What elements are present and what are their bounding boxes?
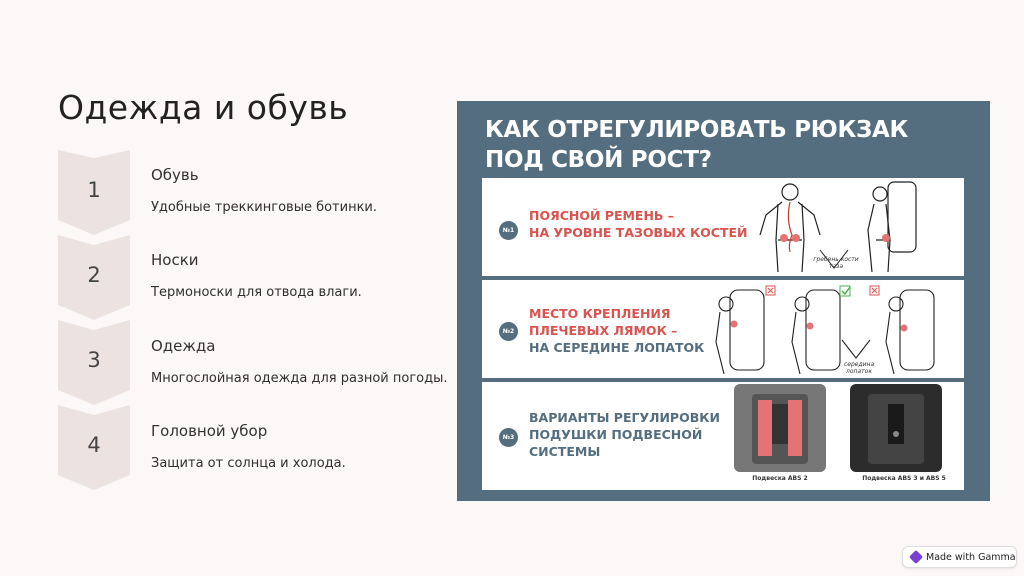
step-number: 4: [87, 433, 101, 457]
item-text-shoes: Удобные треккинговые ботинки.: [151, 200, 378, 215]
step-number: 2: [87, 263, 101, 287]
row-separator: [482, 276, 964, 280]
item-title-socks: Носки: [151, 251, 199, 269]
made-with-gamma-badge[interactable]: [902, 546, 1017, 568]
back-systems-photos: [732, 384, 952, 474]
poster-heading: КАК ОТРЕГУЛИРОВАТЬ РЮКЗАК ПОД СВОЙ РОСТ?: [485, 117, 909, 173]
row3-caption-abs35: Подвеска ABS 3 и ABS 5: [862, 475, 946, 482]
gamma-badge-label: Made with Gamma: [926, 551, 1016, 563]
item-title-shoes: Обувь: [151, 166, 199, 184]
backpack-adjustment-poster: [457, 101, 990, 501]
row3-caption-abs2: Подвеска ABS 2: [752, 475, 808, 482]
step-number: 1: [87, 178, 101, 202]
row-badge: №3: [499, 428, 518, 447]
row-badge: №2: [499, 322, 518, 341]
step-marker-2: [58, 235, 130, 320]
step-marker-4: [58, 405, 130, 490]
row2-caption: середина лопаток: [844, 361, 875, 375]
row1-caption: гребень кости таза: [813, 256, 859, 270]
item-text-clothes: Многослойная одежда для разной погоды.: [151, 371, 448, 386]
backpack-straps-illustration: [710, 282, 960, 378]
row-badge: №1: [499, 221, 518, 240]
page-title: Одежда и обувь: [58, 88, 349, 127]
row2-text: МЕСТО КРЕПЛЕНИЯ ПЛЕЧЕВЫХ ЛЯМОК – НА СЕРЕДИНЕ ЛОПАТОК: [529, 306, 705, 355]
step-marker-3: [58, 320, 130, 405]
row3-text: ВАРИАНТЫ РЕГУЛИРОВКИ ПОДУШКИ ПОДВЕСНОЙ СИСТЕМЫ: [529, 410, 720, 459]
row1-text: ПОЯСНОЙ РЕМЕНЬ – НА УРОВНЕ ТАЗОВЫХ КОСТЕЙ: [529, 208, 748, 240]
step-marker-1: [58, 150, 130, 235]
step-number: 3: [87, 348, 101, 372]
item-text-headwear: Защита от солнца и холода.: [151, 456, 346, 471]
gamma-logo-icon: [909, 550, 923, 564]
row-separator: [482, 378, 964, 382]
item-title-clothes: Одежда: [151, 337, 216, 355]
poster-panel: [482, 178, 964, 490]
item-text-socks: Термоноски для отвода влаги.: [151, 285, 362, 300]
item-title-headwear: Головной убор: [151, 422, 268, 440]
